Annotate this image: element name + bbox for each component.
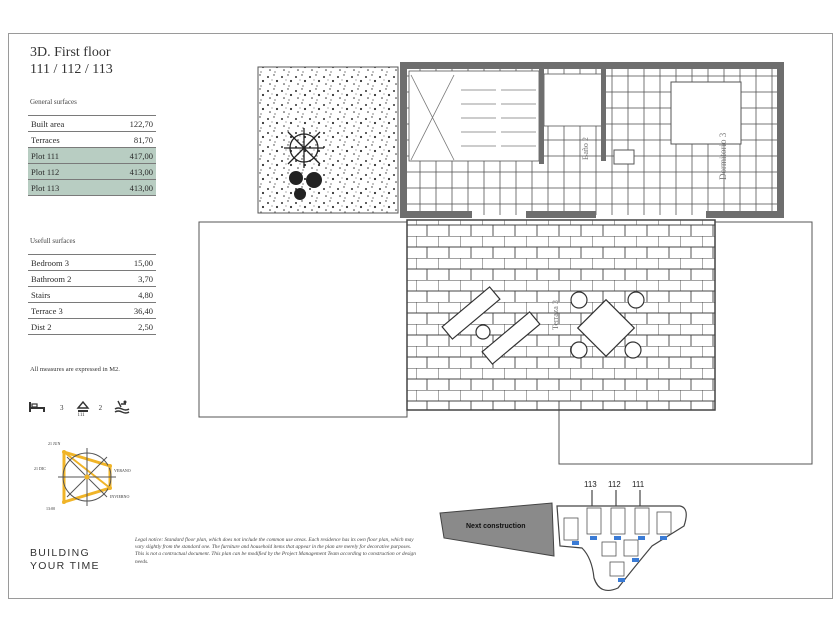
table-row: Bathroom 2 3,70 (28, 271, 156, 287)
terrace (407, 220, 715, 410)
compass-label: VERANO (114, 468, 131, 473)
pool-icon (114, 400, 130, 416)
sink-icon (614, 150, 634, 164)
plant-icon (284, 128, 324, 168)
brand-logo (30, 547, 100, 572)
table-row: Terraces 81,70 (28, 132, 156, 148)
measures-note: All measures are expressed in M2. (30, 366, 120, 373)
stairs (409, 71, 539, 161)
sun-compass (30, 436, 140, 516)
table-row: Terrace 3 36,40 (28, 303, 156, 319)
compass-label: 21 DIC (34, 466, 46, 471)
table-row: Plot 113 413,00 (28, 180, 156, 196)
next-construction-label: Next construction (466, 523, 526, 530)
table-row: Plot 112 413,00 (28, 164, 156, 180)
neighbour-outline (199, 222, 407, 417)
unit-label: 113 (584, 480, 597, 489)
general-surfaces-heading: General surfaces (30, 98, 77, 106)
unit-label: 112 (608, 480, 621, 489)
compass-wheel (58, 448, 116, 506)
useful-surfaces-heading: Usefull surfaces (30, 237, 76, 245)
floor-plan (196, 60, 816, 470)
compass-label: INVIERNO (110, 494, 130, 499)
page-title: 3D. First floor (30, 45, 111, 60)
room-label: Dormitorio 3 (718, 132, 728, 180)
unit-numbers: 111 / 112 / 113 (30, 62, 113, 77)
useful-surfaces-table (28, 254, 156, 335)
table-row: Built area 122,70 (28, 116, 156, 132)
brand-line-1: BUILDING (30, 547, 90, 559)
unit-pointers (592, 490, 640, 508)
table-row: Dist 2 2,50 (28, 319, 156, 335)
garden (258, 67, 398, 213)
room-label: Terraza 3 (551, 300, 560, 330)
legal-notice: Legal notice: Standard floor plan, which does not include the common use areas. Each residence has its own floor plan, which may vary slightly from the standard one. The furniture and household items that appear in the plan are merely for decorative purposes. This is not a contractual document. This plan can be modified by the Project Management Team according to construction or design needs. (135, 537, 416, 565)
table-row: Stairs 4,80 (28, 287, 156, 303)
bed-icon (28, 401, 46, 415)
bathroom (544, 74, 602, 126)
bedrooms-count: 3 (60, 404, 64, 412)
general-surfaces-table (28, 115, 156, 196)
table-row: Bedroom 3 15,00 (28, 255, 156, 271)
site-plan (432, 478, 694, 593)
bath-icon (76, 400, 90, 416)
compass-label: 21 JUN (48, 441, 61, 446)
unit-label: 111 (632, 480, 645, 489)
bath-number: 111 (77, 412, 85, 418)
brand-line-2: YOUR TIME (30, 559, 100, 572)
features-row (28, 400, 130, 416)
table-row: Plot 111 417,00 (28, 148, 156, 164)
bed (671, 82, 741, 144)
bathrooms-count: 2 (98, 404, 103, 412)
room-label: Baño 2 (581, 137, 590, 160)
compass-label: 13:00 (46, 506, 56, 511)
